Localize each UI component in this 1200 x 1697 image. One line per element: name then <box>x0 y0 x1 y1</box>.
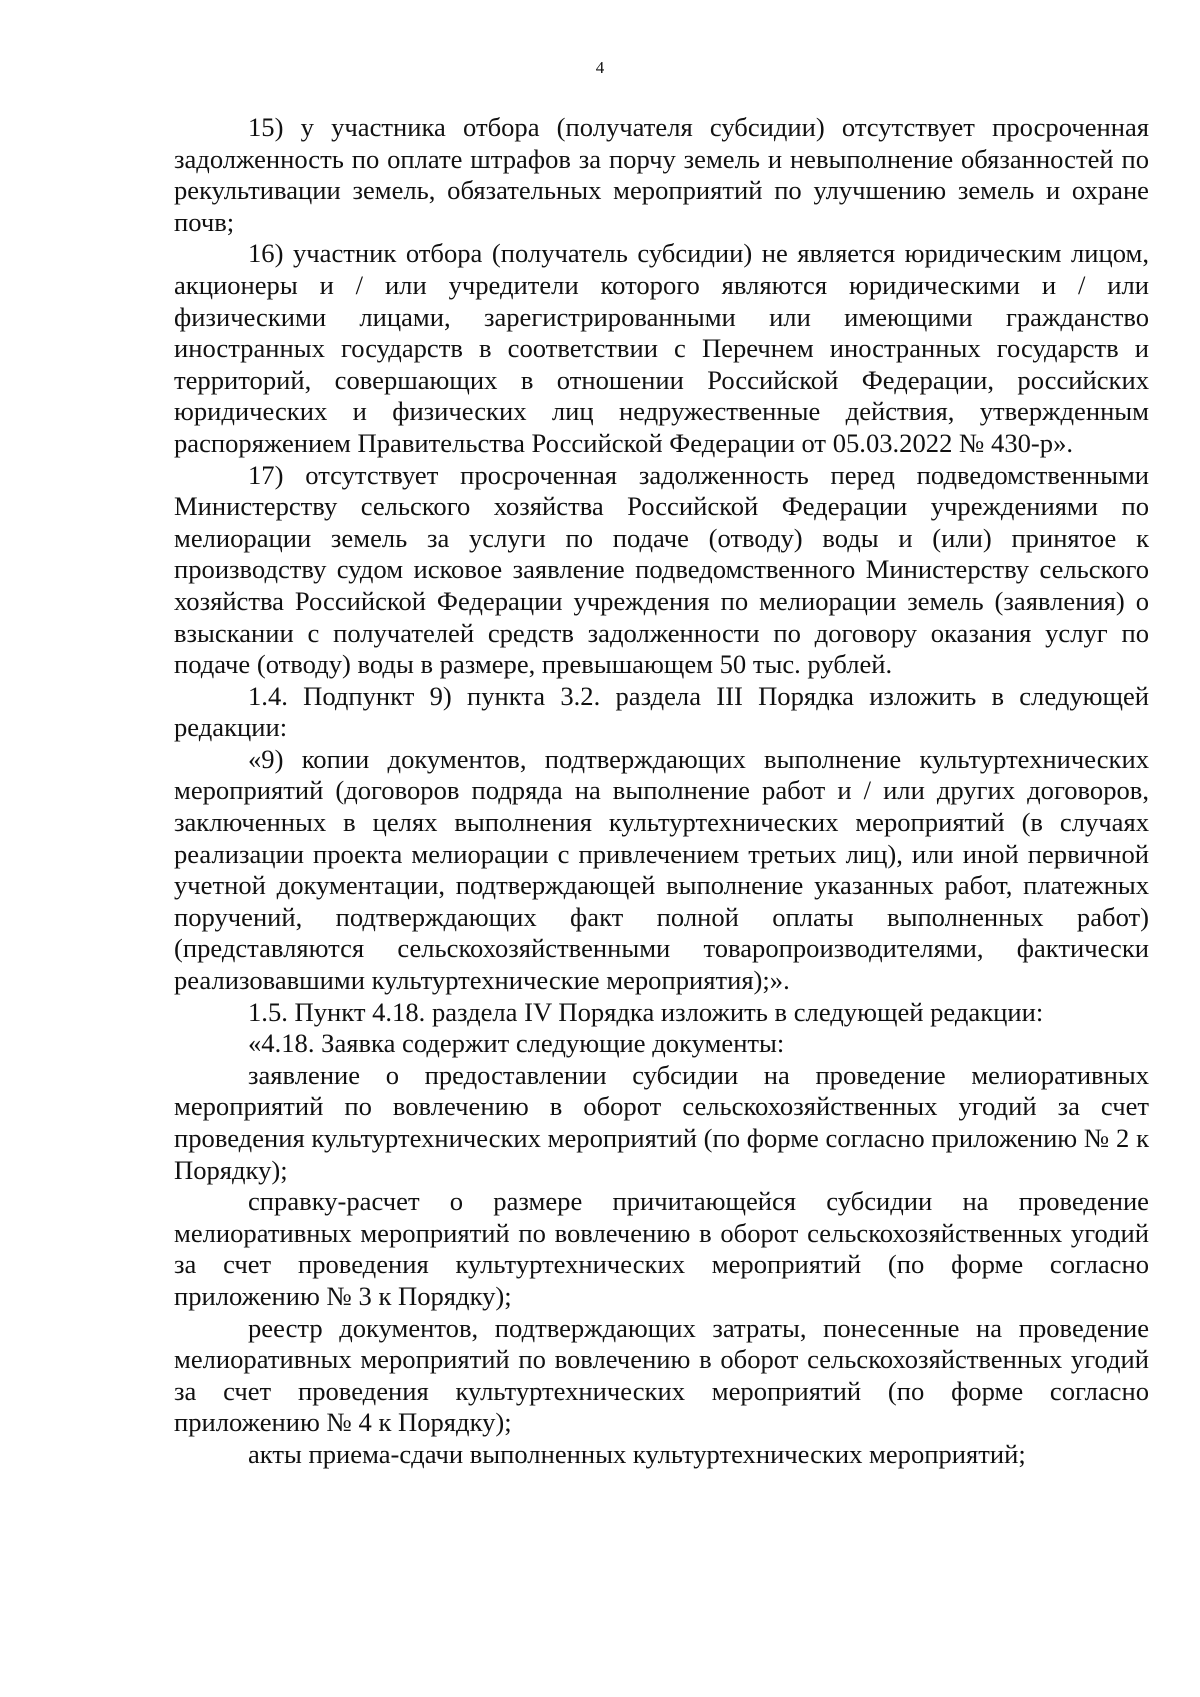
paragraph-subpoint-9: «9) копии документов, подтверждающих выполнение культуртехнических мероприятий (договоров подряда на выполнение работ и / или других договоров, заключенных в целях выполнения культуртехнических мероприятий (в случаях реализации проекта мелиорации с привлечением третьих лиц), или иной первичной учетной документации, подтверждающей выполнение указанных работ, платежных поручений, подтверждающих факт полной оплаты выполненных работ) (представляются сельскохозяйственными товаропроизводителями, фактически реализовавшими культуртехнические мероприятия);». <box>174 743 1149 996</box>
paragraph-item-17: 17) отсутствует просроченная задолженность перед подведомственными Министерству сельского хозяйства Российской Федерации учреждениями по мелиорации земель за услуги по подаче (отводу) воды и (или) принятое к производству судом исковое заявление подведомственного Министерству сельского хозяйства Российской Федерации учреждения по мелиорации земель (заявления) о взыскании с получателей средств задолженности по договору оказания услуг по подаче (отводу) воды в размере, превышающем 50 тыс. рублей. <box>174 459 1149 680</box>
paragraph-item-16: 16) участник отбора (получатель субсидии) не является юридическим лицом, акционеры и / или учредители которого являются юридическими и / или физическими лицами, зарегистрированными или имеющими гражданство иностранных государств в соответствии с Перечнем иностранных государств и территорий, совершающих в отношении Российской Федерации, российских юридических и физических лиц недружественные действия, утвержденным распоряжением Правительства Российской Федерации от 05.03.2022 № 430-р». <box>174 238 1149 458</box>
paragraph-section-1-4: 1.4. Подпункт 9) пункта 3.2. раздела III Порядка изложить в следующей редакции: <box>174 680 1149 743</box>
paragraph-section-1-5: 1.5. Пункт 4.18. раздела IV Порядка изложить в следующей редакции: <box>248 996 1044 1027</box>
paragraph-calculation: справку-расчет о размере причитающейся субсидии на проведение мелиоративных мероприятий по вовлечению в оборот сельскохозяйственных угодий за счет проведения культуртехнических мероприятий (по форме согласно приложению № 3 к Порядку); <box>174 1186 1149 1311</box>
paragraph-acts: акты приема-сдачи выполненных культуртехнических мероприятий; <box>248 1438 1026 1469</box>
page-number: 4 <box>595 58 605 77</box>
paragraph-item-15: 15) у участника отбора (получателя субсидии) отсутствует просроченная задолженность по оплате штрафов за порчу земель и невыполнение обязанностей по рекультивации земель, обязательных мероприятий по улучшению земель и охране почв; <box>174 112 1149 237</box>
paragraph-point-4-18: «4.18. Заявка содержит следующие документы: <box>248 1028 785 1059</box>
paragraph-registry: реестр документов, подтверждающих затраты, понесенные на проведение мелиоративных мероприятий по вовлечению в оборот сельскохозяйственных угодий за счет проведения культуртехнических мероприятий (по форме согласно приложению № 4 к Порядку); <box>174 1312 1149 1438</box>
paragraph-application: заявление о предоставлении субсидии на проведение мелиоративных мероприятий по вовлечению в оборот сельскохозяйственных угодий за счет проведения культуртехнических мероприятий (по форме согласно приложению № 2 к Порядку); <box>174 1059 1149 1185</box>
document-body <box>174 112 1149 1471</box>
